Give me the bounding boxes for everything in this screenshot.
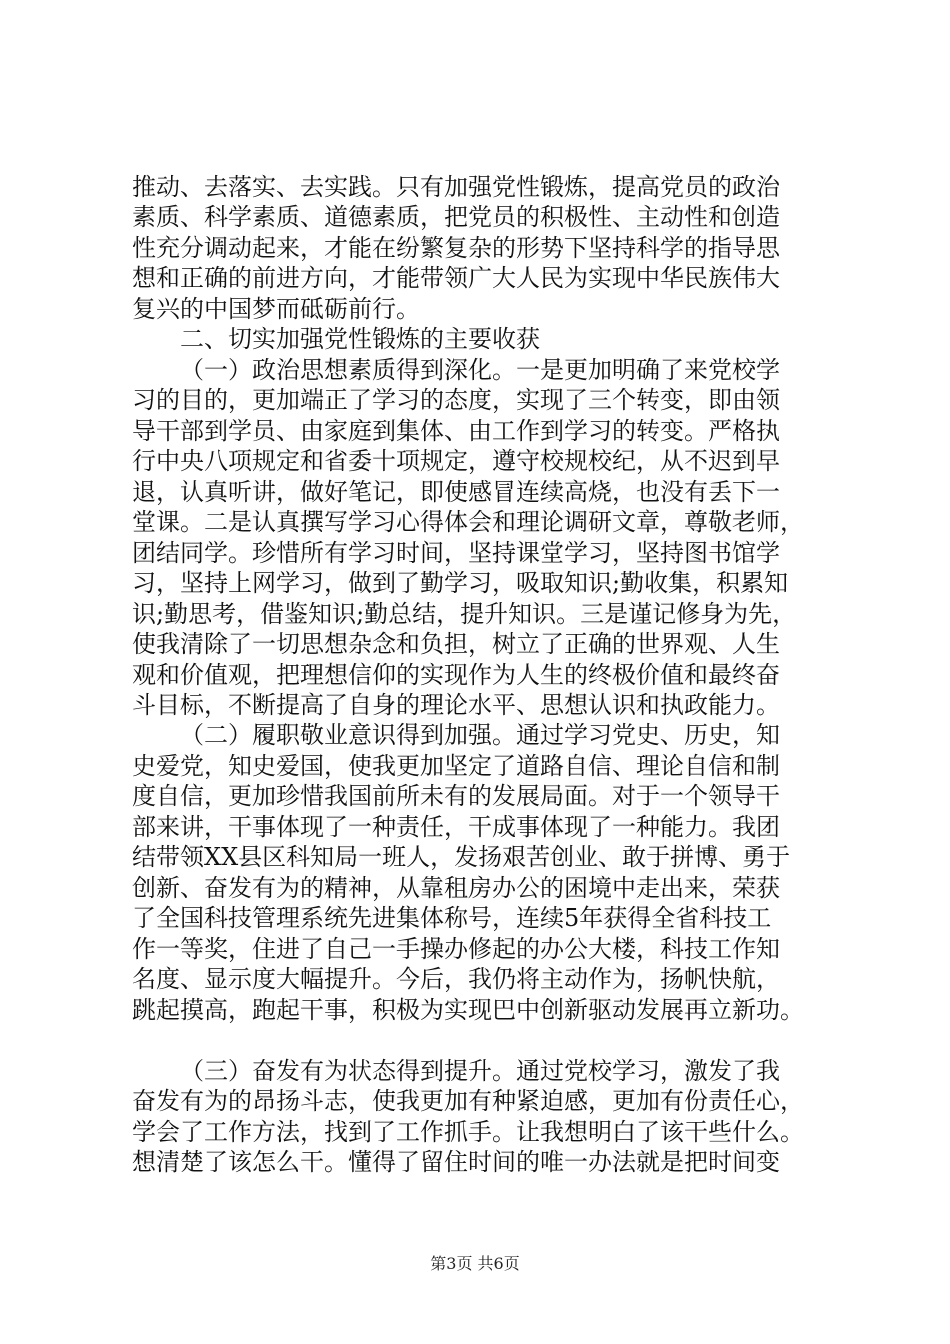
text-line: （三）奋发有为状态得到提升。通过党校学习，激发了我 — [180, 1057, 780, 1085]
text-line: 观和价值观，把理想信仰的实现作为人生的终极价值和最终奋 — [132, 661, 780, 689]
text-line: 使我清除了一切思想杂念和负担，树立了正确的世界观、人生 — [132, 630, 780, 658]
text-line: 行中央八项规定和省委十项规定，遵守校规校纪，从不迟到早 — [132, 447, 780, 475]
text-line: 团结同学。珍惜所有学习时间，坚持课堂学习，坚持图书馆学 — [132, 539, 780, 567]
text-line: 部来讲，干事体现了一种责任，干成事体现了一种能力。我团 — [132, 813, 780, 841]
text-line: 堂课。二是认真撰写学习心得体会和理论调研文章，尊敬老师， — [132, 508, 804, 536]
page-footer: 第3页 共6页 — [430, 1254, 520, 1273]
text-line: 名度、显示度大幅提升。今后，我仍将主动作为，扬帆快航， — [132, 965, 780, 993]
text-line: 了全国科技管理系统先进集体称号，连续5年获得全省科技工 — [132, 904, 772, 932]
text-line: 性充分调动起来，才能在纷繁复杂的形势下坚持科学的指导思 — [132, 234, 780, 262]
text-line: 识;勤思考，借鉴知识;勤总结，提升知识。三是谨记修身为先， — [132, 600, 797, 628]
text-line: 导干部到学员、由家庭到集体、由工作到学习的转变。严格执 — [132, 417, 780, 445]
text-line: 度自信，更加珍惜我国前所未有的发展局面。对于一个领导干 — [132, 782, 780, 810]
text-line: 想清楚了该怎么干。懂得了留住时间的唯一办法就是把时间变 — [132, 1148, 780, 1176]
text-line: 素质、科学素质、道德素质，把党员的积极性、主动性和创造 — [132, 203, 780, 231]
text-line: 作一等奖，住进了自己一手操办修起的办公大楼，科技工作知 — [132, 935, 780, 963]
text-line: 推动、去落实、去实践。只有加强党性锻炼，提高党员的政治 — [132, 173, 780, 201]
text-line: （一）政治思想素质得到深化。一是更加明确了来党校学 — [180, 356, 780, 384]
text-line: 习，坚持上网学习，做到了勤学习，吸取知识;勤收集，积累知 — [132, 569, 789, 597]
text-line: 创新、奋发有为的精神，从靠租房办公的困境中走出来，荣获 — [132, 874, 780, 902]
text-line: 退，认真听讲，做好笔记，即使感冒连续高烧，也没有丢下一 — [132, 478, 780, 506]
text-line: 奋发有为的昂扬斗志，使我更加有种紧迫感，更加有份责任心， — [132, 1087, 804, 1115]
text-line: 史爱党，知史爱国，使我更加坚定了道路自信、理论自信和制 — [132, 752, 780, 780]
text-line: 想和正确的前进方向，才能带领广大人民为实现中华民族伟大 — [132, 264, 780, 292]
text-line: 二、切实加强党性锻炼的主要收获 — [180, 325, 540, 353]
text-line: 结带领XX县区科知局一班人，发扬艰苦创业、敢于拼博、勇于 — [132, 843, 791, 871]
text-line: 斗目标，不断提高了自身的理论水平、思想认识和执政能力。 — [132, 691, 780, 719]
text-line: 习的目的，更加端正了学习的态度，实现了三个转变，即由领 — [132, 386, 780, 414]
text-line: 复兴的中国梦而砥砺前行。 — [132, 295, 420, 323]
text-line: （二）履职敬业意识得到加强。通过学习党史、历史，知 — [180, 721, 780, 749]
text-line: 学会了工作方法，找到了工作抓手。让我想明白了该干些什么。 — [132, 1118, 804, 1146]
text-line: 跳起摸高，跑起干事，积极为实现巴中创新驱动发展再立新功。 — [132, 996, 804, 1024]
